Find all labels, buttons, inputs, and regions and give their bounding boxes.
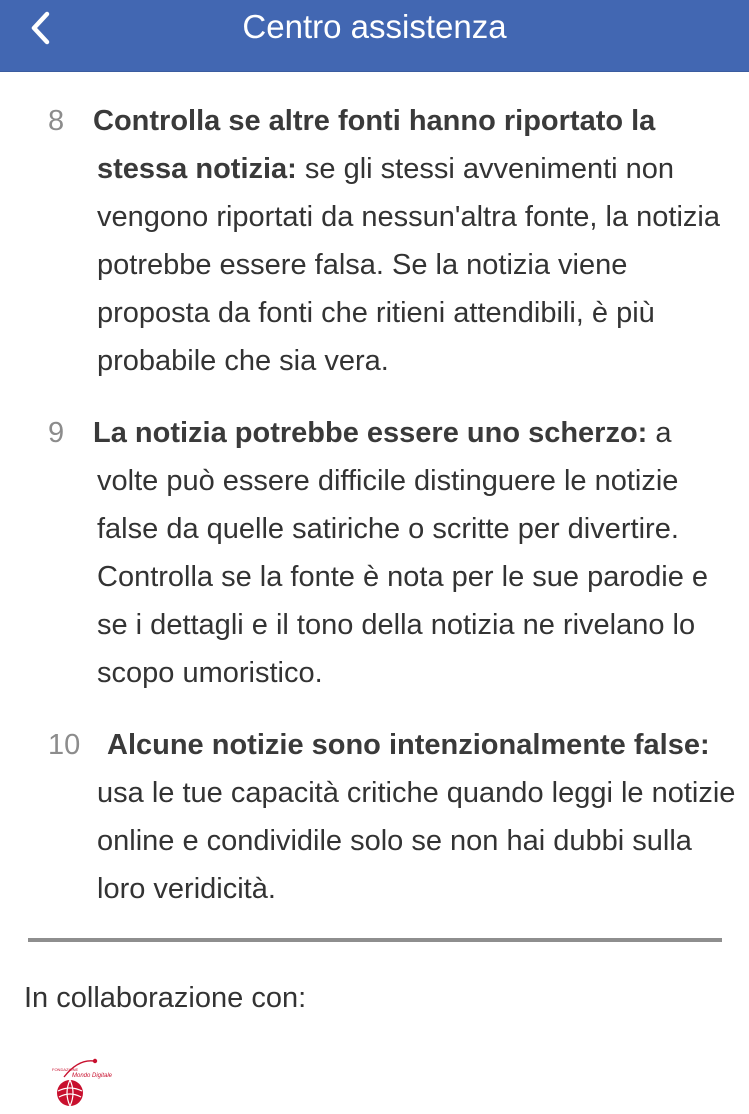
item-text — [97, 721, 737, 913]
collaboration-label: In collaborazione con: — [24, 982, 307, 1014]
section-divider — [28, 938, 722, 942]
item-lead: Controlla se altre fonti hanno riportato la stessa notizia: — [93, 105, 656, 185]
item-lead: Alcune notizie sono intenzionalmente false: — [107, 729, 710, 761]
chevron-left-icon — [27, 8, 53, 48]
page-title: Centro assistenza — [242, 8, 507, 45]
item-number: 10 — [48, 729, 81, 761]
item-lead: La notizia potrebbe essere uno scherzo: — [93, 417, 648, 449]
partner-logo[interactable] — [50, 1055, 130, 1109]
mondo-digitale-logo-icon — [50, 1055, 130, 1109]
svg-text:FONDAZIONE: FONDAZIONE — [52, 1067, 79, 1072]
item-text — [93, 409, 737, 697]
item-body: usa le tue capacità critiche quando leggi le notizie online e condividile solo se non hai dubbi sulla loro veridicità. — [97, 777, 736, 905]
item-text — [93, 97, 737, 385]
item-number: 9 — [48, 417, 65, 449]
item-number: 8 — [48, 105, 65, 137]
item-body: a volte può essere difficile distinguere le notizie false da quelle satiriche o scritte per divertire. Controlla se la fonte è nota per le sue parodie e se i dettagli e il tono della notizia ne rivelano lo scopo umoristico. — [97, 417, 709, 689]
svg-text:Mondo Digitale: Mondo Digitale — [72, 1073, 113, 1079]
item-body: se gli stessi avvenimenti non vengono riportati da nessun'altra fonte, la notizia potrebbe essere falsa. Se la notizia viene proposta da fonti che ritieni attendibili, è più probabile che sia vera. — [97, 153, 720, 377]
navigation-bar — [0, 0, 749, 72]
back-button[interactable] — [18, 6, 62, 50]
